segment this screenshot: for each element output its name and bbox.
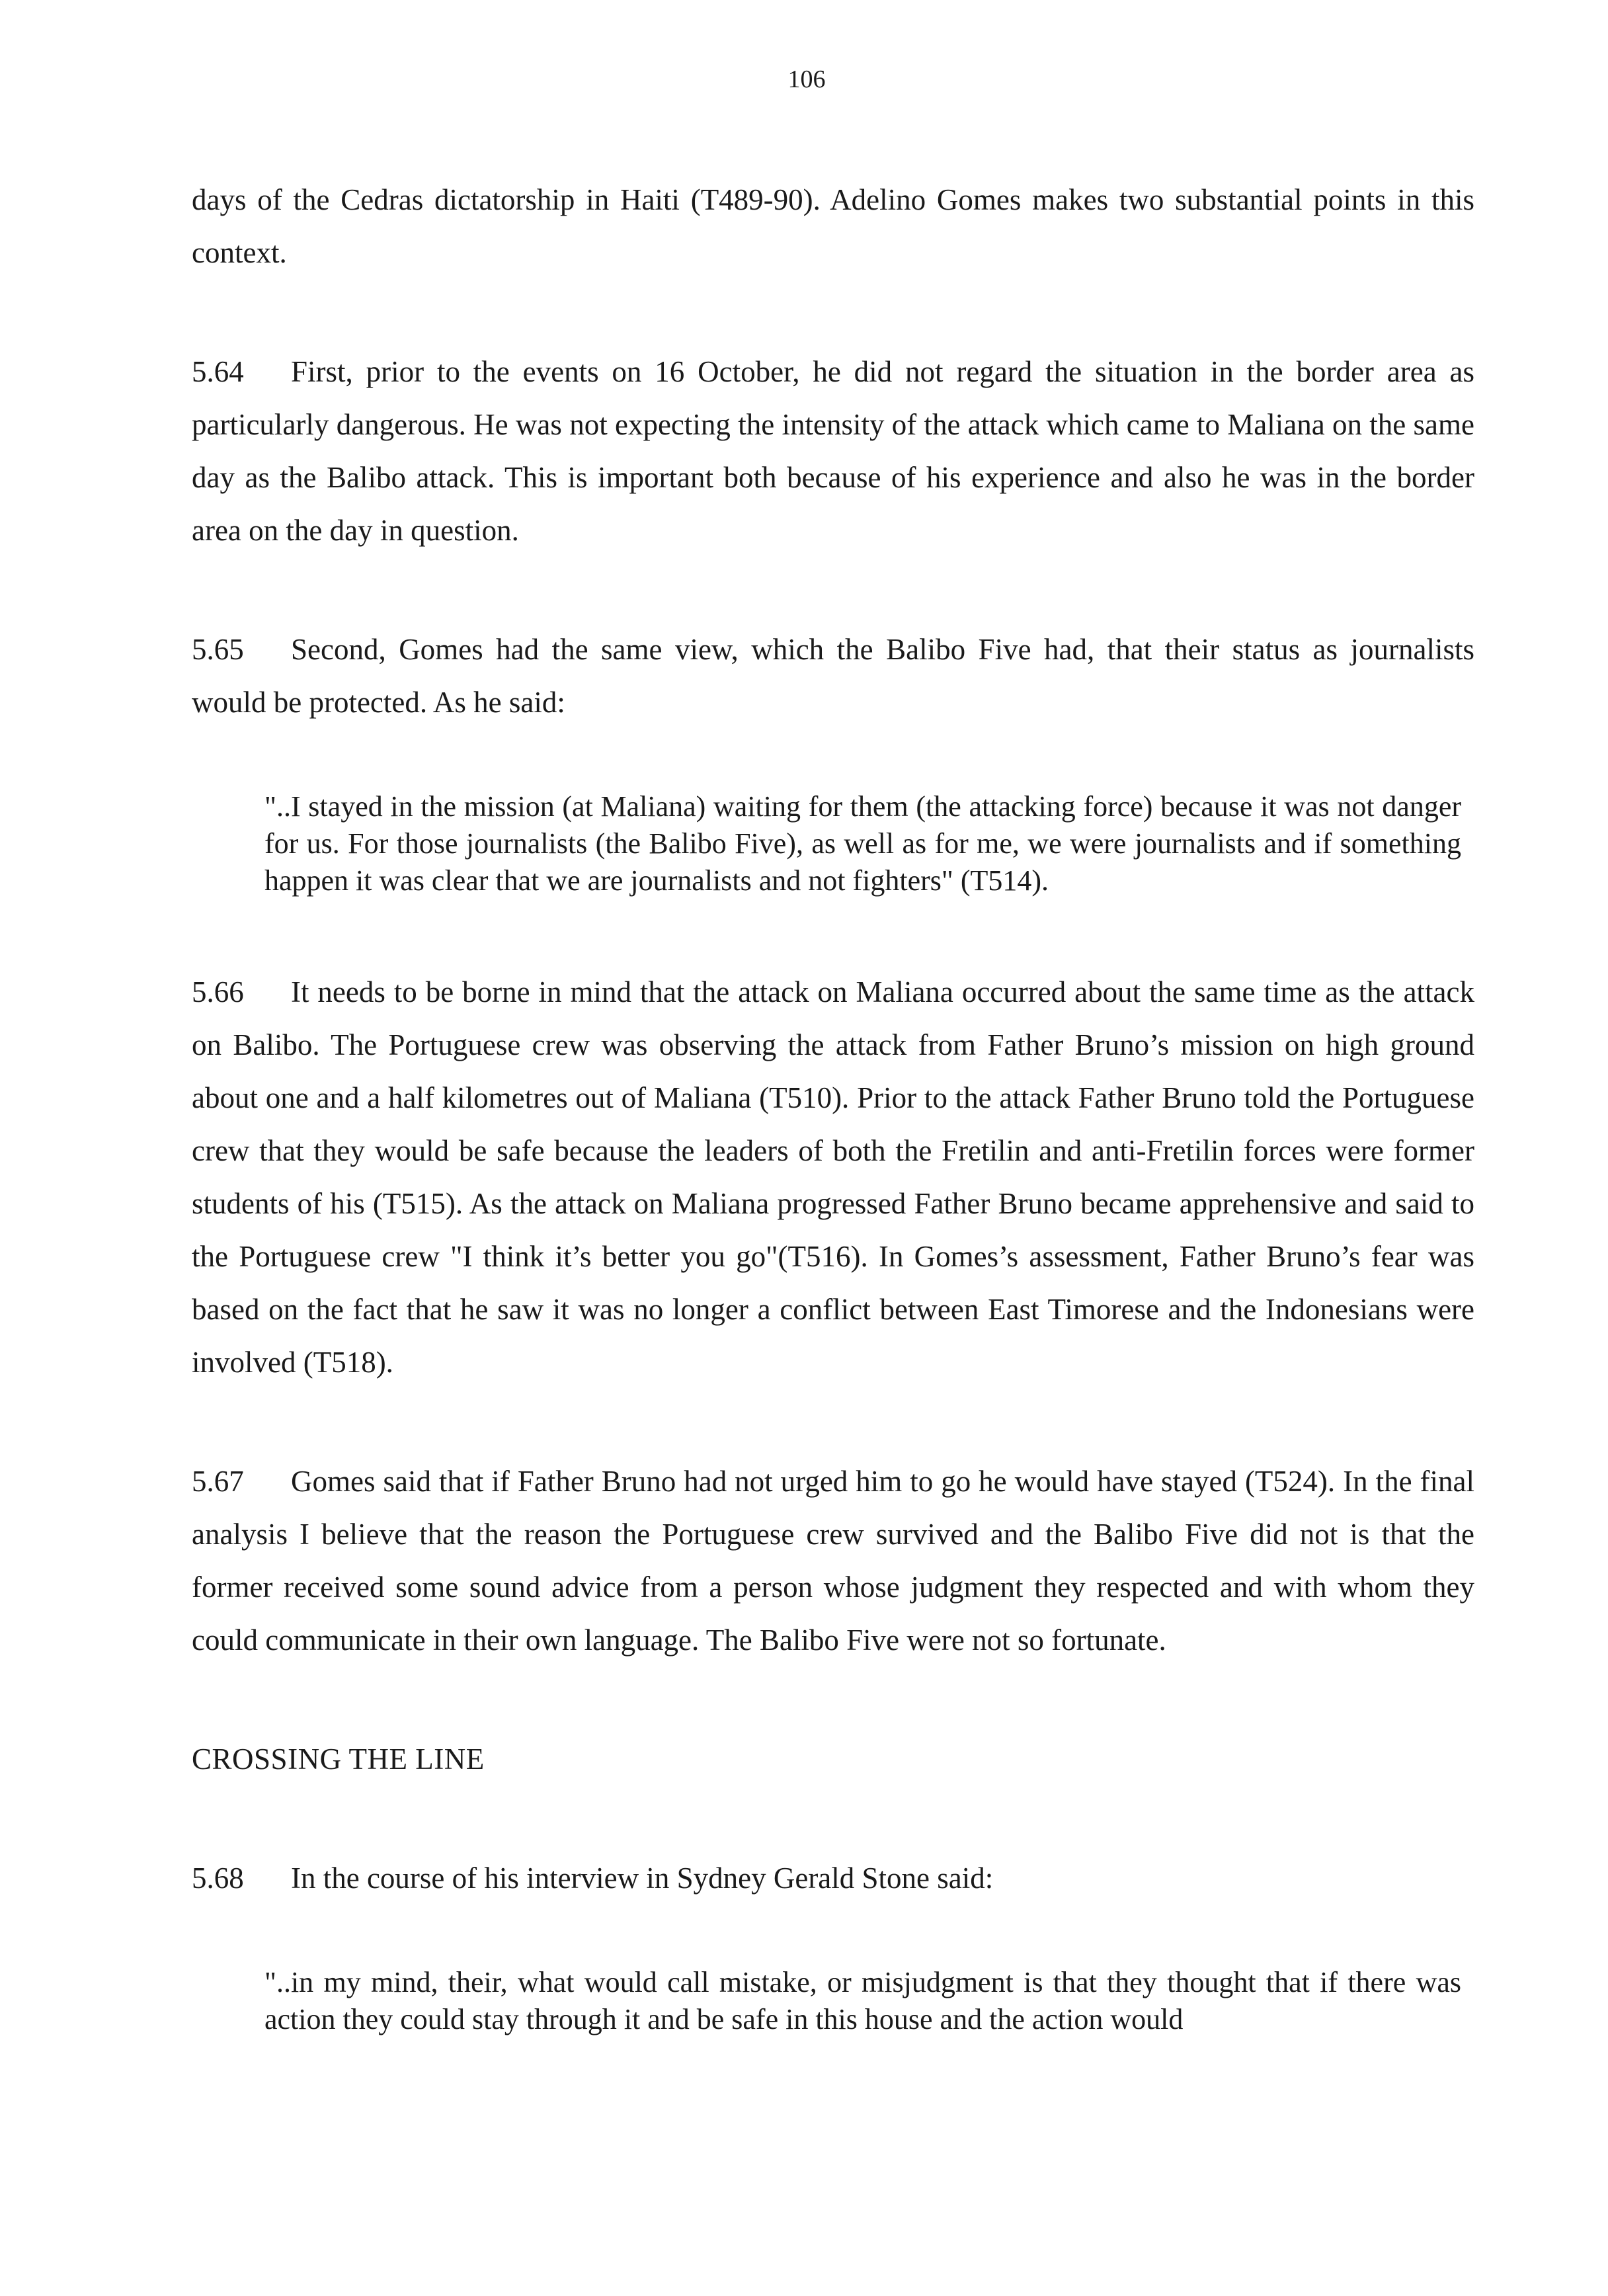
paragraph-number: 5.66 [192,975,244,1008]
paragraph-text: Gomes said that if Father Bruno had not urged him to go he would have stayed (T524). In the final analysis I believe that the reason the Portuguese crew survived and the Balibo Five did not is that the former received some sound advice from a person whose judgment they respected and with whom they could communicate in their own language. The Balibo Five were not so fortunate. [192,1465,1474,1657]
block-quote-gomes: "..I stayed in the mission (at Maliana) waiting for them (the attacking force) because it was not danger for us. For those journalists (the Balibo Five), as well as for me, we were journalists and if something happen it was clear that we are journalists and not fighters" (T514). [264,790,1461,897]
paragraph-number: 5.65 [192,633,244,666]
paragraph-text: In the course of his interview in Sydney Gerald Stone said: [291,1862,994,1895]
paragraph-5-67 [192,1455,1474,1666]
paragraph-text: Second, Gomes had the same view, which the Balibo Five had, that their status as journalists would be protected. As he said: [192,633,1474,719]
paragraph-text: First, prior to the events on 16 October, he did not regard the situation in the border area as particularly dangerous. He was not expecting the intensity of the attack which came to Maliana on the same day as the Balibo attack. This is important both because of his experience and also he was in the border area on the day in question. [192,355,1474,547]
section-heading: CROSSING THE LINE [192,1742,485,1776]
paragraph-5-65 [192,623,1474,729]
paragraph-text: It needs to be borne in mind that the attack on Maliana occurred about the same time as the attack on Balibo. The Portuguese crew was observing the attack from Father Bruno’s mission on high ground about one and a half kilometres out of Maliana (T510). Prior to the attack Father Bruno told the Portuguese crew that they would be safe because the leaders of both the Fretilin and anti-Fretilin forces were former students of his (T515). As the attack on Maliana progressed Father Bruno became apprehensive and said to the Portuguese crew "I think it’s better you go"(T516). In Gomes’s assessment, Father Bruno’s fear was based on the fact that he saw it was no longer a conflict between East Timorese and the Indonesians were involved (T518). [192,975,1474,1379]
paragraph-number: 5.64 [192,355,244,388]
paragraph-number: 5.68 [192,1862,244,1895]
intro-paragraph: days of the Cedras dictatorship in Haiti (T489-90). Adelino Gomes makes two substantial points in this context. [192,183,1474,269]
document-body [192,173,1474,2038]
paragraph-number: 5.67 [192,1465,244,1498]
block-quote-stone: "..in my mind, their, what would call mistake, or misjudgment is that they thought that if there was action they could stay through it and be safe in this house and the action would [264,1966,1461,2035]
paragraph-5-64 [192,345,1474,557]
page-number: 106 [787,65,826,93]
paragraph-5-68 [192,1852,1474,1905]
paragraph-5-66 [192,965,1474,1389]
